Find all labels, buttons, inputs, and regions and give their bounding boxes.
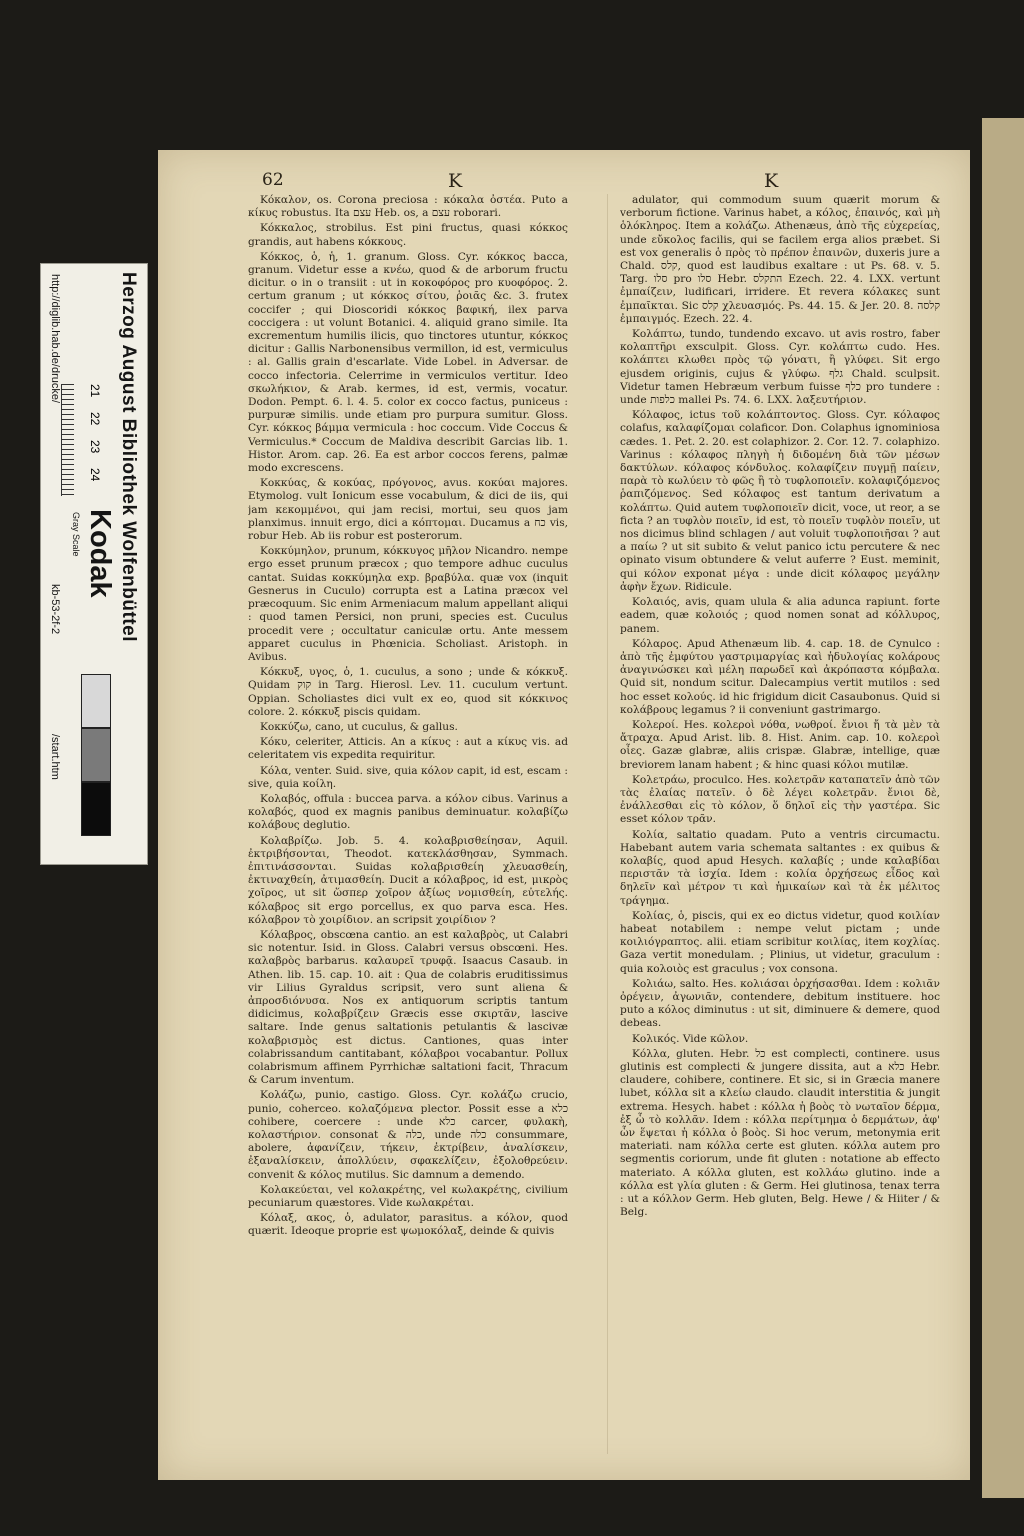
gray-patch (81, 728, 111, 782)
running-letter-right: K (764, 170, 779, 192)
dictionary-entry: Κοκκύμηλον, prunum, κόκκυγος μῆλον Nicandro. nempe ergo esset prunum præcox ; quo tempore adhuc cuculus cantat. Suidas κοκκύμηλα exp. βραβύλα. quæ vox (inquit Gesnerus in Cuculo) corrupta est a Latina præcox vel præcoquum. Sic enim Armeniacum malum appellant aliqui : quod tamen Persici, non pruni, species est. Cuculus procedit vere ; occultatur caniculæ ortu. Ante messem apparet cuculus in Phœnicia. Scholiast. Aristoph. in Avibus. (248, 545, 568, 663)
dictionary-entry: Κόκκαλος, strobilus. Est pini fructus, quasi κόκκος grandis, aut habens κόκκους. (248, 222, 568, 248)
dictionary-entry: Κολεροί. Hes. κολεροὶ νόθα, νωθροί. ἔνιοι ἤ τὰ μὲν τὰ ἄτραχα. Apud Arist. lib. 8. Hist. Anim. cap. 10. κολεροὶ οἶες. Gazæ glabræ, aliis crispæ. Glabræ, intellige, quæ breviorem lanam habent ; & hinc quasi κόλοι mutilæ. (620, 718, 940, 771)
dictionary-entry: Κοκκύας, & κοκύας, πρόγονος, avus. κοκύαι majores. Etymolog. vult Ionicum esse vocabulum, & dici de iis, qui jam κεκομμένοι, qui jam recisi, mortui, seu quos jam planximus. innuit ergo, dici a κόπτομαι. Ducamus a כח vis, robur Heb. Ab iis robur est posterorum. (248, 477, 568, 543)
dictionary-entry: Κολαιός, avis, quam ulula & alia adunca rapiunt. forte eadem, quæ κολοιός ; quod nomen sonat ad κόλλυρος, panem. (620, 596, 940, 635)
right-column (620, 194, 940, 1464)
dictionary-entry: Κολακεύεται, vel κολακρέτης, vel κωλακρέτης, civilium pecuniarum quæstores. Vide κωλακρέται. (248, 1183, 568, 1210)
ruler-number: 21 (88, 384, 102, 398)
ruler-number: 24 (88, 468, 102, 482)
ruler-ticks (62, 384, 74, 496)
dictionary-entry: Κόλα, venter. Suid. sive, quia κόλον capit, id est, escam : sive, quia κοίλη. (248, 764, 568, 790)
library-name: Herzog August Bibliothek Wolfenbüttel (118, 272, 139, 642)
page-number: 62 (262, 170, 284, 190)
gray-patch (81, 674, 111, 728)
dictionary-entry: Κόκαλον, os. Corona preciosa : κόκαλα ὀστέα. Puto a κίκυς robustus. Ita עצם Heb. os, a עצם roborari. (248, 194, 568, 220)
dictionary-entry: Κολιάω, salto. Hes. κολιάσαι ὀρχήσασθαι. Idem : κολιᾶν ὀρέγειν, ἀγωνιᾶν, contendere, debitum instituere. hoc puto a κόλος diminutus : ut sit, diminuere & demere, quod debeas. (620, 977, 940, 1030)
running-letter-left: K (448, 170, 463, 192)
column-gutter (607, 194, 608, 1454)
shelfmark: kb-53-2f-2 (49, 584, 61, 635)
start-link: /start.htm (49, 734, 61, 780)
dictionary-entry: Κολία, saltatio quadam. Puto a ventris circumactu. Habebant autem varia schemata saltantes : ex quibus & κολαβίς, quod apud Hesych. καλαβίς ; unde καλαβίδαι περιστᾶν τὰ ἰσχία. Idem : κολία ὀρχήσεως εἶδος καὶ δηλεῖν καὶ μέτρον τι καὶ ἡμικαίων καὶ τὰ ἐκ μέλιτος τράγημα. (620, 828, 940, 907)
gray-scale-label: Gray Scale (71, 512, 81, 557)
dictionary-entry: Κολίας, ὁ, piscis, qui ex eo dictus videtur, quod κοιλίαν habeat notabilem : nempe velut pictam ; unde κοιλιόγραπτος. alii. etiam scribitur κοιλίας, item κοχλίας. Gaza vertit monedulam. ; Plinius, ut videtur, graculum : quia κολοιὸς est graculus ; vox consona. (620, 909, 940, 975)
gray-patch (81, 782, 111, 836)
dictionary-entry: Κόλλα, gluten. Hebr. כל est complecti, continere. usus glutinis est complecti & jungere dissita, aut a כלא Hebr. claudere, cohibere, continere. Et sic, si in Græcia manere lubet, κόλλα sit a κλείω claudo. claudit interstitia & jungit extrema. Hesych. habet : κόλλα ἡ βοὸς τὸ νωταῖον δέρμα, ἐξ ὧ τὸ κολλᾶν. Idem : κόλλα περίτμημα ὁ δερμάτων, ἀφ' ὧν ἕψεται ἡ κόλλα ὁ βοὸς. Si hoc verum, metonymia erit materiati. nam κόλλα certe est gluten. κόλλα autem pro segmentis coriorum, unde fit gluten : notatione ab effecto materiato. A κόλλα gluten, est κολλάω glutino. inde a κόλλα est γλία gluten : & Germ. Hei glutinosa, tenax terra : ut a κόλλον Germ. Heb gluten, Belg. Hewe / & Hiiter / & Belg. (620, 1047, 940, 1219)
dictionary-entry: Κόκκος, ὁ, ἡ, 1. granum. Gloss. Cyr. κόκκος bacca, granum. Videtur esse a κνέω, quod & de arborum fructu dicitur. o in ο transiit : ut in κοκοφόρος pro κυοφόρος. 2. certum granum ; ut κόκκος σίτου, ῥοιᾶς &c. 3. frutex coccifer ; qui Dioscoridi κόκκος βαφική, ilex parva coccigera : ut volunt Botanici. 4. aliquid grano simile. Ita excrementum humilis ilicis, quo tinctores utuntur, κόκκος dicitur : Gallis Narbonensibus vermillon, id est, vermiculus : al. Gallis grain d'escarlate. Vide Lobel. in Adversar. de cocco infectoria. Celerrime in vermiculos vertitur. Ideo σκωλήκιον, & Arab. kermes, id est, vermis, vocatur. Dodon. Pempt. 6. l. 4. 5. color ex cocco factus, puniceus : purpuræ similis. unde etiam pro purpura sumitur. Gloss. Cyr. κόκκος βάμμα vermicula : hoc coccum. Vide Coccus & Vermiculus.* Coccum de Maldiva describit Garcias lib. 1. Histor. Arom. cap. 26. Ea est arbor coccos ferens, palmæ modo excrescens. (248, 250, 568, 475)
ruler-number: 23 (88, 440, 102, 454)
dictionary-entry: Κοκκύζω, cano, ut cuculus, & gallus. (260, 720, 458, 733)
ruler (61, 384, 114, 496)
dictionary-entry: Κολικός. Vide κῶλον. (632, 1032, 749, 1045)
color-scale-strip (40, 263, 148, 865)
dictionary-entry: Κόλαβρος, obscœna cantio. an est καλαβρὸς, ut Calabri sic notentur. Isid. in Gloss. Calabri versus obscœni. Hes. καλαβρὸς barbarus. καλαυρεῖ τρυφᾷ. Isaacus Casaub. in Athen. lib. 15. cap. 10. ait : Qua de colabris eruditissimus vir Lilius Gyraldus scripsit, vero sunt aliena & ἀπροσδιόνυσα. Nos ex antiquorum scriptis tantum didicimus, κολαβρίζειν Græcis esse σκιρτᾶν, lascive saltare. Inde genus saltationis petulantis & lascivæ κολαβρισμὸς est dictus. Cantiones, quas inter colabrissandum cantitabant, κόλαβροι vocabantur. Pollux colabrismum affinem Pyrrhichæ saltationi facit, Thracum & Carum inventum. (248, 928, 568, 1087)
dictionary-entry: Κολαβός, offula : buccea parva. a κόλον cibus. Varinus a κολαβός, quod ex magnis panibus deminuatur. κολαβίζω κολάβους deglutio. (248, 792, 568, 832)
dictionary-entry: Κόλαξ, ακος, ὁ, adulator, parasitus. a κόλον, quod quærit. Ideoque proprie est ψωμοκόλαξ, deinde & quivis (248, 1212, 568, 1238)
dictionary-entry: Κολάζω, punio, castigo. Gloss. Cyr. κολάζω crucio, punio, coherceo. κολαζόμενα plector. Possit esse a כלא cohibere, coercere : unde כלא carcer, φυλακὴ, κολαστήριον. consonat & כלה, unde כלה consummare, abolere, ἀφανίζειν, τήκειν, ἐκτρίβειν, ἀναλίσκειν, ἐξαναλίσκειν, ἀπολλύειν, σφακελίζειν, ἐξολοθρεύειν. convenit & κόλος mutilus. Sic damnum a demendo. (248, 1089, 568, 1181)
book-page (158, 150, 970, 1480)
dictionary-entry: Κόκκυξ, υγος, ὁ, 1. cuculus, a sono ; unde & κόκκυξ. Quidam קוק in Targ. Hierosl. Lev. 11. cuculum vertunt. Oppian. Scholiastes dici vult ex eo, quod sit κόκκινος colore. 2. κόκκυξ piscis quidam. (248, 666, 568, 718)
ruler-number: 22 (88, 412, 102, 426)
dictionary-entry: Κόλαρος. Apud Athenæum lib. 4. cap. 18. de Cynulco : ἀπὸ τῆς ἐμφύτου γαστριμαργίας καὶ ἡδυλογίας κολάρους ἀναγινώσκει καὶ μέλη παρωδεῖ καὶ ἀκρόπαστα κόμβαλα. Quid sit, nondum scitur. Dalecampius vertit mutilos : sed hoc esset κολούς. id hic frigidum dicit Casaubonus. Quid si κολάβρους legamus ? ii conveniunt gastrimargo. (620, 637, 940, 716)
gray-patches (81, 674, 109, 836)
dictionary-entry: Κολετράω, proculco. Hes. κολετρᾶν καταπατεῖν ἀπὸ τῶν τὰς ἐλαίας πατεῖν. ὁ δὲ λέγει κολετρᾶν. ἔνιοι δὲ, ἐνάλλεσθαι εἰς τὸ κόλον, ὅ δηλοῖ εἰς τὴν γαστέρα. Sic esset κόλον τρᾶν. (620, 773, 940, 826)
library-url: http://diglib.hab.de/drucke/ (49, 274, 61, 404)
dictionary-entry: Κολαβρίζω. Job. 5. 4. κολαβρισθείησαν, Aquil. ἐκτριβήσονται, Theodot. κατεκλάσθησαν, Symmach. ἐπιτινάσσονται. Suidas κολαβρισθείη χλευασθείη, ἐκτιναχθείη, ἀτιμασθείη. Ducit a κόλαβρος, id est, μικρὸς χοῖρος, ut sit ὥσπερ χοῖρον ἀξίως νομισθείη, εὐτελής. κόλαβρος sit ergo porcellus, ex quo parva esca. Hes. κόλαβρον τὸ χοιρίδιον. an scripsit χοιρίδιον ? (248, 834, 568, 926)
kodak-logo: Kodak (84, 509, 116, 598)
left-column (248, 194, 568, 1464)
dictionary-entry: Κόλαφος, ictus τοῦ κολάπτοντος. Gloss. Cyr. κόλαφος colafus, καλαφίζομαι colaficor. Don. Colaphus ignominiosa cædes. 1. Pet. 2. 20. est colaphizor. 2. Cor. 12. 7. colaphizo. Varinus : κόλαφος πληγὴ ἡ διδομένη διὰ τῶν μέσων δακτύλων. κόλαφος κόνδυλος. κολαφίζειν πυγμῇ παίειν, παρὰ τὸ κωλύειν τὸ φῶς ἢ τὸ τυφλοποιεῖν. κολαφιζόμενος ῥαπιζόμενος. Sed κόλαφος est tantum derivatum a κολάπτω. Quid autem τυφλοποιεῖν dicit, voce, ut reor, a se ficta ? an τυφλὸν ποιεῖν, id est, τὸ ποιεῖν τυφλὸν ποιεῖν, ut nos dicimus blind schlagen / aut voluit τυφλοποιῆσαι ? aut a παίω ? ut sit subito & velut panico ictu percutere & nec opinato visum obtundere & velut auferre ? Eust. meminit, qui κόλον exponat μέγα : unde dicit κόλαφος μεγάλην ἀφὴν ἔχων. Ridicule. (620, 409, 940, 593)
dictionary-entry: Κόκυ, celeriter, Atticis. An a κίκυς : aut a κίκυς vis. ad celeritatem vis expedita requiritur. (248, 736, 568, 762)
next-page-edge (982, 118, 1024, 1498)
dictionary-entry: Κολάπτω, tundo, tundendo excavo. ut avis rostro, faber κολαπτῆρι exsculpit. Gloss. Cyr. κολάπτω cudo. Hes. κολάπτει κλωθει πρὸς τῷ γόνατι, ἢ γλύφει. Sit ergo ejusdem originis, cujus & γλύφω. גלף Chald. sculpsit. Videtur tamen Hebræum verbum fuisse כלף pro tundere : unde כלפות mallei Ps. 74. 6. LXX. λαξευτήριον. (620, 328, 940, 407)
dictionary-entry: adulator, qui commodum suum quærit morum & verborum fictione. Varinus habet, a κόλος, ἐπαινός, καὶ μὴ ὁλόκληρος. Item a κολάζω. Athenæus, ἀπὸ τῆς εὐχερείας, unde εὔκολος facilis, qui se facilem erga alios præbet. Si est vox generalis ὁ πρὸς τὸ πρέπον ἐπαινῶν, duxeris jure a Chald. קלס, quod est laudibus exaltare : ut Ps. 68. v. 5. Targ. סלו pro סלו Hebr. התקלס Ezech. 22. 4. LXX. vertunt ἐμπαίζειν, ludificari, irridere. Et revera κόλακες sunt ἐμπαῖκται. Sic קלס χλευασμός. Ps. 44. 15. & Jer. 20. 8. קלסה ἐμπαιγμός. Ezech. 22. 4. (620, 194, 940, 325)
